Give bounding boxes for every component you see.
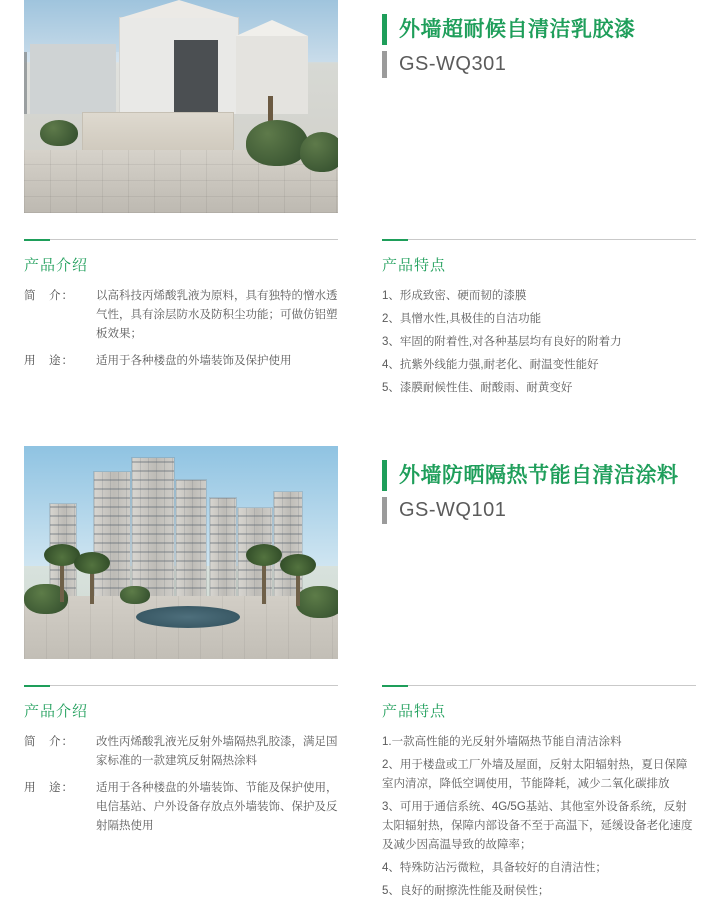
stone-wall	[82, 112, 234, 154]
product-code: GS-WQ301	[399, 53, 507, 75]
product-2-features-column	[382, 685, 696, 905]
list-item: 1.一款高性能的光反射外墙隔热节能自清洁涂料	[382, 736, 622, 748]
product-1-title-row	[382, 14, 696, 45]
accent-bar-gray	[382, 497, 387, 524]
tower-building	[210, 498, 236, 598]
feature-list	[382, 733, 696, 901]
section-heading-features: 产品特点	[382, 703, 447, 720]
product-1-code-row	[382, 51, 696, 78]
list-item: 3、牢固的附着性,对各种基层均有良好的附着力	[382, 336, 622, 348]
spec-label: 简 介：	[24, 290, 74, 302]
spec-row	[24, 352, 338, 371]
accent-bar-green	[382, 460, 387, 491]
section-divider	[382, 685, 696, 686]
list-item: 2、用于楼盘或工厂外墙及屋面，反射太阳辐射热，夏日保障室内清凉，降低空调使用，节能降耗，减少二氧化碳排放	[382, 759, 688, 790]
shrub	[40, 120, 78, 146]
section-heading-intro: 产品介绍	[24, 257, 89, 274]
product-2-intro-column	[24, 685, 338, 905]
water-feature	[136, 606, 240, 628]
spec-value: 以高科技丙烯酸乳液为原料，具有独特的憎水透气性，具有涂层防水及防积尘功能；可做仿铝塑板效果；	[96, 290, 338, 340]
divider-accent-tick	[24, 239, 50, 241]
section-divider	[382, 239, 696, 240]
product-2-details	[24, 685, 696, 905]
section-heading-intro: 产品介绍	[24, 703, 89, 720]
hedge	[296, 586, 338, 618]
product-title: 外墙防晒隔热节能自清洁涂料	[399, 464, 679, 487]
list-item: 1、形成致密、硬而韧的漆膜	[382, 290, 527, 302]
spec-value: 适用于各种楼盘的外墙装饰、节能及保护使用，电信基站、户外设备存放点外墙装饰、保护及反射隔热使用	[96, 782, 338, 832]
feature-list	[382, 287, 696, 398]
palm-tree	[262, 558, 266, 604]
spec-label: 用 途：	[24, 355, 74, 367]
villa-exterior-photo	[24, 0, 338, 213]
spec-row	[24, 779, 338, 836]
section-heading-features: 产品特点	[382, 257, 447, 274]
spec-row	[24, 287, 338, 344]
divider-accent-tick	[24, 685, 50, 687]
divider-accent-tick	[382, 239, 408, 241]
tower-building	[132, 458, 174, 598]
palm-tree	[60, 558, 64, 602]
product-2-title-row	[382, 460, 696, 491]
spec-value: 改性丙烯酸乳液光反射外墙隔热乳胶漆，满足国家标准的一款建筑反射隔热涂料	[96, 736, 338, 767]
list-item: 5、良好的耐擦洗性能及耐侯性；	[382, 885, 550, 897]
block-spacer	[24, 402, 696, 446]
section-divider	[24, 685, 338, 686]
product-1-features-column	[382, 239, 696, 402]
hedge	[120, 586, 150, 604]
building-left	[30, 44, 116, 114]
list-item: 2、具憎水性,具极佳的自洁功能	[382, 313, 542, 325]
palm-tree	[90, 566, 94, 604]
tower-building	[94, 472, 130, 598]
spec-label: 用 途：	[24, 782, 74, 794]
product-code: GS-WQ101	[399, 499, 507, 521]
product-title: 外墙超耐候自清洁乳胶漆	[399, 18, 636, 41]
list-item: 5、漆膜耐候性佳、耐酸雨、耐黄变好	[382, 382, 573, 394]
tower-building	[176, 480, 206, 598]
divider-accent-tick	[382, 685, 408, 687]
product-1-header	[24, 0, 696, 213]
high-rise-residential-photo	[24, 446, 338, 659]
list-item: 4、抗紫外线能力强,耐老化、耐温变性能好	[382, 359, 599, 371]
product-1-title-area	[338, 0, 696, 78]
accent-bar-gray	[382, 51, 387, 78]
product-block-2	[24, 446, 696, 905]
product-block-1	[24, 0, 696, 402]
building-dark-facade	[174, 40, 218, 114]
product-1-details	[24, 239, 696, 402]
list-item: 4、特殊防沾污微粒，具备较好的自清洁性；	[382, 862, 607, 874]
product-2-header	[24, 446, 696, 659]
list-item: 3、可用于通信系统、4G/5G基站、其他室外设备系统，反射太阳辐射热，保障内部设备不至于高温下，延缓设备老化速度及减少因高温导致的故障率；	[382, 801, 693, 851]
section-divider	[24, 239, 338, 240]
spec-label: 简 介：	[24, 736, 74, 748]
shrub	[300, 132, 338, 172]
shrub	[246, 120, 308, 166]
product-1-intro-column	[24, 239, 338, 402]
accent-bar-green	[382, 14, 387, 45]
product-2-code-row	[382, 497, 696, 524]
spec-value: 适用于各种楼盘的外墙装饰及保护使用	[96, 355, 292, 367]
spec-row	[24, 733, 338, 771]
product-2-title-area	[338, 446, 696, 524]
palm-tree	[296, 568, 300, 606]
